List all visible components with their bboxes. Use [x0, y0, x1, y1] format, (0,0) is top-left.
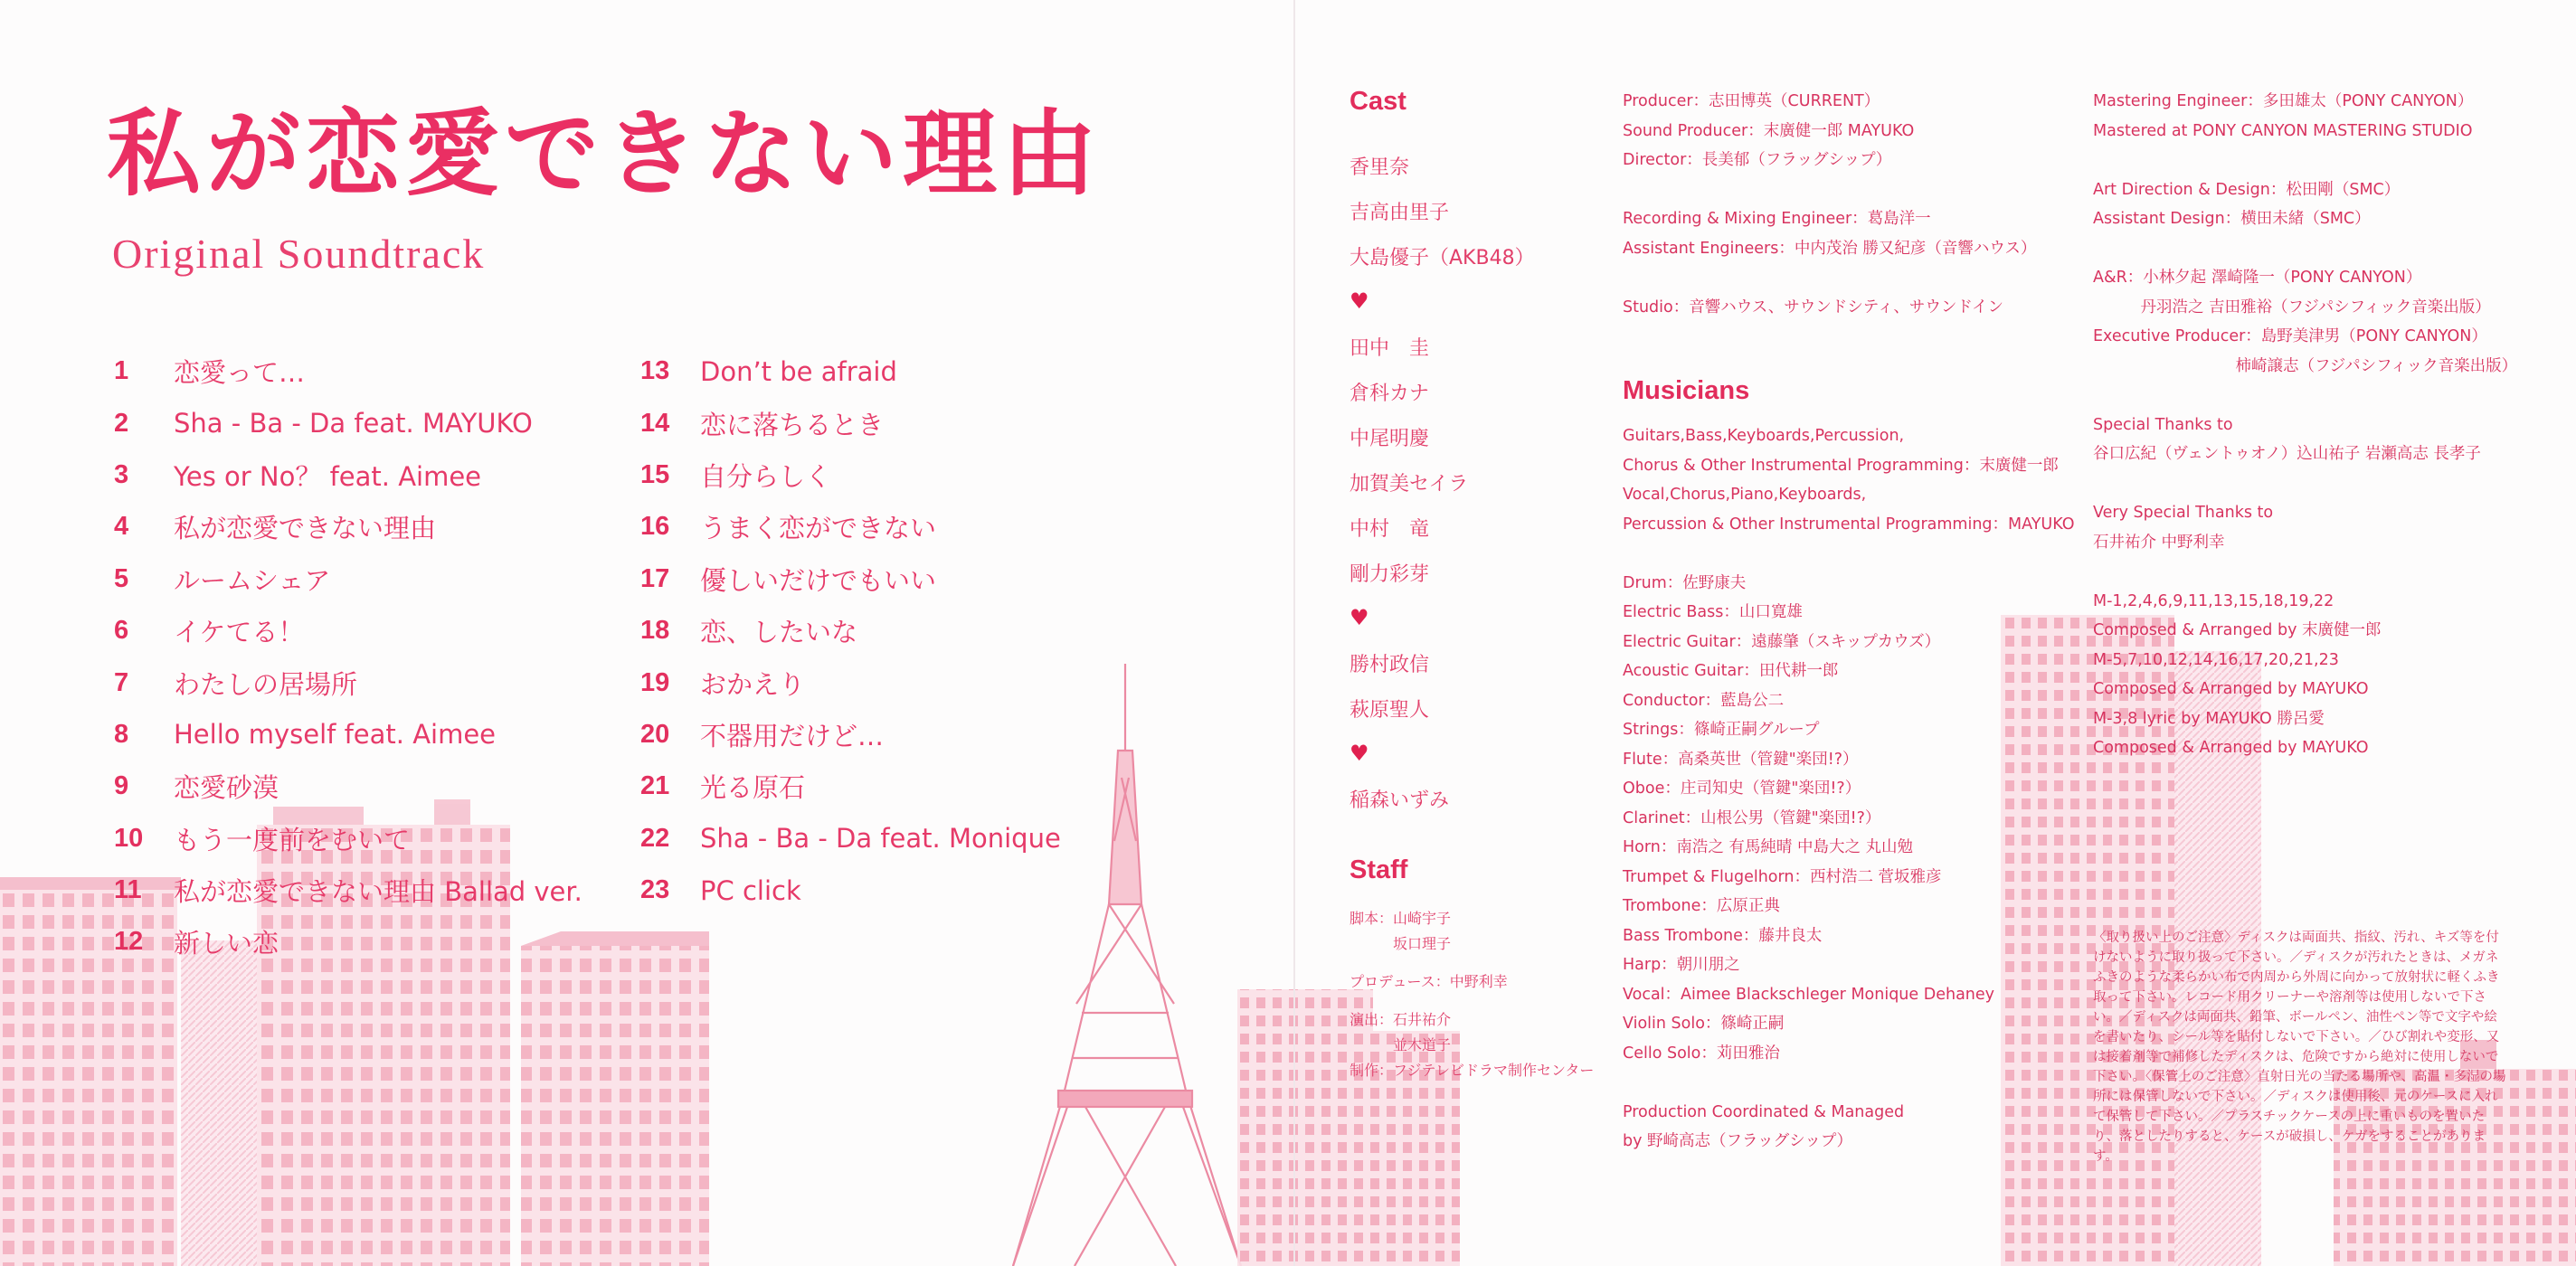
credit-line: Studio：音響ハウス、サウンドシティ、サウンドイン	[1623, 298, 2003, 316]
track-title: Yes or No？ feat. Aimee	[174, 460, 482, 492]
staff-list	[1350, 906, 1594, 1083]
track-item	[114, 864, 657, 916]
track-title: わたしの居場所	[174, 668, 358, 700]
track-item	[640, 449, 1183, 501]
credit-line: Electric Bass：山口寛雄	[1623, 603, 1803, 621]
building-sketch	[521, 931, 709, 1266]
credit-line: Executive Producer：島野美津男（PONY CANYON）	[2093, 327, 2487, 345]
credit-line: M-1,2,4,6,9,11,13,15,18,19,22	[2093, 591, 2334, 610]
staff-line: プロデュース：中野利幸	[1350, 973, 1508, 990]
cast-list	[1350, 143, 1535, 821]
track-number: 11	[114, 875, 142, 905]
track-title: 自分らしく	[700, 460, 832, 492]
credit-line: Cello Solo：苅田雅治	[1623, 1044, 1780, 1063]
track-title: 優しいだけでもいい	[700, 564, 937, 596]
track-number: 20	[640, 719, 670, 749]
credit-line: 丹羽浩之 吉田雅裕（フジパシフィック音楽出版）	[2093, 298, 2491, 316]
track-item	[114, 761, 657, 812]
track-item	[640, 813, 1183, 864]
credit-line: Vocal：Aimee Blackschleger Monique Dehaney	[1623, 985, 1995, 1004]
credits-column-2	[2093, 87, 2517, 763]
cast-member: 中村 竜	[1350, 517, 1430, 541]
cast-member: 加賀美セイラ	[1350, 472, 1469, 496]
credit-line: Mastered at PONY CANYON MASTERING STUDIO	[2093, 121, 2473, 140]
credit-line: Sound Producer：末廣健一郎 MAYUKO	[1623, 121, 1915, 140]
track-item	[640, 501, 1183, 553]
credit-line: 石井祐介 中野利幸	[2093, 533, 2225, 552]
staff-line: 演出：石井祐介	[1350, 1011, 1452, 1028]
heart-icon: ♥	[1350, 605, 1369, 630]
track-title: Sha - Ba - Da feat. Monique	[700, 823, 1061, 855]
track-title: Sha - Ba - Da feat. MAYUKO	[174, 408, 533, 439]
heart-icon: ♥	[1350, 288, 1369, 314]
track-title: うまく恋ができない	[700, 513, 937, 544]
page-fold	[1293, 0, 1295, 1266]
cast-heading: Cast	[1350, 87, 1406, 116]
track-title: 恋に落ちるとき	[700, 409, 885, 440]
credit-line: Violin Solo：篠崎正嗣	[1623, 1015, 1785, 1033]
track-number: 22	[640, 823, 670, 853]
credit-line: M-3,8 lyric by MAYUKO 勝呂愛	[2093, 709, 2325, 728]
cast-member: 大島優子（AKB48）	[1350, 246, 1535, 269]
cast-member: 稲森いずみ	[1350, 789, 1450, 812]
credit-line: Assistant Design：横田未緒（SMC）	[2093, 210, 2371, 228]
track-item	[640, 761, 1183, 812]
track-item	[114, 345, 657, 397]
tracklist-left	[114, 345, 657, 968]
track-item	[640, 657, 1183, 708]
credit-line: Flute：高桑英世（管鍵"楽団!?）	[1623, 750, 1859, 769]
track-item	[640, 709, 1183, 761]
staff-line: 制作：フジテレビドラマ制作センター	[1350, 1062, 1595, 1079]
track-item	[640, 345, 1183, 397]
credit-line: Production Coordinated & Managed	[1623, 1102, 1905, 1121]
staff-line: 脚本：山崎宇子	[1350, 910, 1452, 927]
track-item	[640, 553, 1183, 605]
track-title: 恋、したいな	[700, 617, 858, 648]
cast-member: 倉科カナ	[1350, 382, 1430, 405]
track-item	[114, 501, 657, 553]
credit-line: Art Direction & Design：松田剛（SMC）	[2093, 180, 2401, 199]
tracklist-right	[640, 345, 1183, 916]
credit-line: Bass Trombone：藤井良太	[1623, 926, 1823, 945]
credit-line: Producer：志田博英（CURRENT）	[1623, 92, 1880, 110]
credit-line: Trumpet & Flugelhorn：西村浩二 菅坂雅彦	[1623, 867, 1942, 886]
credits-column-1	[1623, 87, 2075, 1157]
track-title: 恋愛って…	[174, 357, 306, 389]
track-title: イケてる！	[174, 617, 305, 648]
credit-line: Oboe：庄司知史（管鍵"楽団!?）	[1623, 779, 1861, 798]
track-title: 新しい恋	[174, 928, 279, 959]
credit-line: Assistant Engineers：中内茂治 勝又紀彦（音響ハウス）	[1623, 239, 2037, 258]
credit-line: Vocal,Chorus,Piano,Keyboards,	[1623, 486, 1867, 504]
cast-member: 萩原聖人	[1350, 698, 1430, 722]
track-title: Don’t be afraid	[700, 355, 897, 387]
credit-line: Composed & Arranged by 末廣健一郎	[2093, 621, 2382, 639]
track-title: 恋愛砂漠	[174, 772, 279, 804]
track-item	[114, 397, 657, 449]
track-item	[640, 605, 1183, 657]
track-number: 23	[640, 875, 670, 905]
credit-line: A&R：小林夕起 澤崎隆一（PONY CANYON）	[2093, 269, 2422, 287]
track-title: 私が恋愛できない理由 Ballad ver.	[174, 876, 582, 908]
heart-icon: ♥	[1350, 741, 1369, 766]
credit-line: Acoustic Guitar：田代耕一郎	[1623, 662, 1839, 680]
credit-line: Recording & Mixing Engineer：葛島洋一	[1623, 210, 1931, 228]
track-number: 21	[640, 771, 670, 801]
building-sketch	[181, 940, 257, 1266]
track-number: 5	[114, 563, 129, 593]
cast-member: 勝村政信	[1350, 653, 1430, 676]
credit-line: Special Thanks to	[2093, 415, 2233, 434]
track-title: 光る原石	[700, 772, 806, 804]
credit-line: Director：長美郁（フラッグシップ）	[1623, 151, 1892, 169]
track-title: Hello myself feat. Aimee	[174, 719, 497, 751]
track-item	[640, 397, 1183, 449]
credit-line: by 野崎高志（フラッグシップ）	[1623, 1132, 1853, 1150]
staff-line: 並木道子	[1350, 1036, 1452, 1053]
track-item	[114, 657, 657, 708]
credit-line: Strings：篠崎正嗣グループ	[1623, 721, 1820, 739]
credit-line: Composed & Arranged by MAYUKO	[2093, 680, 2369, 698]
track-number: 17	[640, 563, 670, 593]
track-number: 10	[114, 823, 144, 853]
track-title: 私が恋愛できない理由	[174, 513, 437, 544]
heart-icon	[1350, 595, 1535, 640]
credit-line: M-5,7,10,12,14,16,17,20,21,23	[2093, 650, 2339, 669]
track-title: PC click	[700, 874, 801, 906]
heart-icon	[1350, 731, 1535, 776]
track-number: 2	[114, 408, 129, 438]
credit-line: Percussion & Other Instrumental Programming：MAYUKO	[1623, 515, 2075, 534]
credit-line: Conductor：藍島公二	[1623, 691, 1785, 710]
credit-line: Horn：南浩之 有馬純晴 中島大之 丸山勉	[1623, 838, 1914, 856]
musicians-heading: Musicians	[1623, 376, 1750, 405]
track-number: 9	[114, 771, 129, 801]
heart-icon	[1350, 279, 1535, 324]
credit-line: Chorus & Other Instrumental Programming：末廣健一郎	[1623, 456, 2059, 475]
track-item	[114, 449, 657, 501]
cast-member: 剛力彩芽	[1350, 562, 1430, 586]
credit-line: Trombone：広原正典	[1623, 897, 1780, 915]
disc-handling-notes: 〈取り扱い上のご注意〉ディスクは両面共、指紋、汚れ、キズ等を付けないように取り扱って下さい。／ディスクが汚れたときは、メガネふきのような柔らかい布で内周から外周に向かって放射状に軽くふき取って下さい。レコード用クリーナーや溶剤等は使用しないで下さい。／ディスクは両面共、鉛筆、ボールペン、油性ペン等で文字や絵を書いたり、シール等を貼付しないで下さい。／ひび割れや変形、又は接着剤等で補修したディスクは、危険ですから絶対に使用しないで下さい。〈保管上のご注意〉直射日光の当たる場所や、高温・多湿の場所には保管しないで下さい。／ディスクは使用後、元のケースに入れて保管して下さい。／プラスチックケースの上に重いものを置いたり、落としたりすると、ケースが破損し、ケガをすることがあります。	[2093, 931, 2506, 1164]
track-item	[114, 709, 657, 761]
track-number: 18	[640, 616, 670, 646]
track-number: 13	[640, 356, 670, 386]
cast-member: 香里奈	[1350, 156, 1410, 179]
track-number: 12	[114, 927, 144, 957]
track-title: 不器用だけど…	[700, 720, 885, 751]
credit-line: 柿崎譲志（フジパシフィック音楽出版）	[2093, 356, 2518, 375]
track-number: 6	[114, 616, 129, 646]
credit-line: Harp：朝川朋之	[1623, 956, 1740, 974]
track-item	[114, 813, 657, 864]
album-title: 私が恋愛できない理由	[107, 98, 1103, 209]
cast-member: 田中 圭	[1350, 336, 1430, 360]
track-item	[640, 864, 1183, 916]
track-number: 7	[114, 667, 129, 697]
track-item	[114, 916, 657, 968]
track-number: 4	[114, 512, 129, 542]
credit-line: Mastering Engineer：多田雄太（PONY CANYON）	[2093, 92, 2474, 110]
staff-heading: Staff	[1350, 855, 1408, 884]
credit-line: Composed & Arranged by MAYUKO	[2093, 739, 2369, 757]
track-number: 15	[640, 459, 670, 489]
credit-line: Drum：佐野康夫	[1623, 573, 1747, 592]
track-item	[114, 553, 657, 605]
album-subtitle: Original Soundtrack	[112, 231, 486, 277]
cast-member: 中尾明慶	[1350, 427, 1430, 450]
track-number: 8	[114, 719, 129, 749]
track-number: 14	[640, 408, 670, 438]
credit-line: Electric Guitar：遠藤肇（スキップカウズ）	[1623, 632, 1941, 651]
credit-line: Clarinet：山根公男（管鍵"楽団!?）	[1623, 808, 1881, 827]
track-number: 19	[640, 667, 670, 697]
credit-line: 谷口広紀（ヴェントゥオノ）込山祐子 岩瀬高志 長孝子	[2093, 445, 2481, 463]
credit-line: Very Special Thanks to	[2093, 504, 2274, 522]
staff-line: 坂口理子	[1350, 935, 1452, 952]
cast-member: 吉高由里子	[1350, 201, 1450, 224]
track-title: ルームシェア	[174, 564, 331, 596]
track-title: おかえり	[700, 668, 806, 700]
track-title: もう一度前をむいて	[174, 824, 411, 855]
track-number: 3	[114, 459, 129, 489]
track-number: 16	[640, 512, 670, 542]
track-item	[114, 605, 657, 657]
credit-line: Guitars,Bass,Keyboards,Percussion,	[1623, 427, 1905, 445]
track-number: 1	[114, 356, 129, 386]
